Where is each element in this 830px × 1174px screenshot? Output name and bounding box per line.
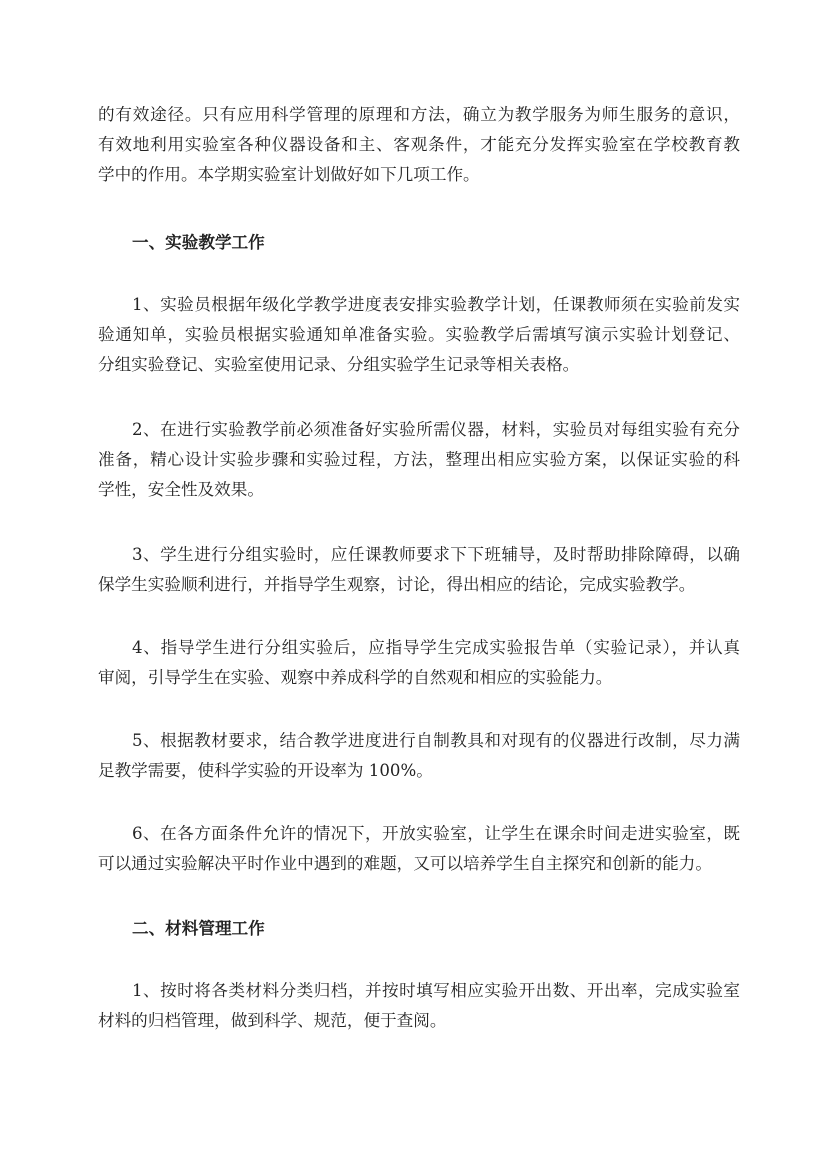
section1-item-5	[98, 726, 740, 786]
section1-item-6	[98, 819, 740, 879]
text-line: 1、实验员根据年级化学教学进度表安排实验教学计划，任课教师须在实验前发实	[132, 295, 740, 314]
text-line: 2、在进行实验教学前必须准备好实验所需仪器，材料，实验员对每组实验有充分	[132, 420, 740, 439]
section1-heading	[98, 227, 740, 257]
text-line: 1、按时将各类材料分类归档，并按时填写相应实验开出数、开出率，完成实验室	[132, 981, 740, 1000]
section1-item-1	[98, 290, 740, 380]
text-line: 学中的作用。本学期实验室计划做好如下几项工作。	[98, 165, 480, 184]
text-line: 审阅，引导学生在实验、观察中养成科学的自然观和相应的实验能力。	[98, 668, 613, 687]
text-line: 学性，安全性及效果。	[98, 480, 264, 499]
text-line: 材料的归档管理，做到科学、规范，便于查阅。	[98, 1011, 447, 1030]
section2-item-1	[98, 976, 740, 1036]
text-line: 5、根据教材要求，结合教学进度进行自制教具和对现有的仪器进行改制，尽力满	[132, 731, 740, 750]
text-line: 可以通过实验解决平时作业中遇到的难题，又可以培养学生自主探究和创新的能力。	[98, 854, 712, 873]
text-line: 的有效途径。只有应用科学管理的原理和方法，确立为教学服务为师生服务的意识，	[98, 105, 740, 124]
text-line: 准备，精心设计实验步骤和实验过程，方法，整理出相应实验方案，以保证实验的科	[98, 450, 740, 469]
section1-item-4	[98, 633, 740, 693]
section1-item-3	[98, 540, 740, 600]
section-heading: 一、实验教学工作	[132, 232, 265, 252]
text-line: 3、学生进行分组实验时，应任课教师要求下下班辅导，及时帮助排除障碍，以确	[132, 545, 740, 564]
text-line: 有效地利用实验室各种仪器设备和主、客观条件，才能充分发挥实验室在学校教育教	[98, 135, 740, 154]
section-heading: 二、材料管理工作	[132, 918, 265, 938]
intro-paragraph	[98, 100, 740, 190]
text-line: 4、指导学生进行分组实验后，应指导学生完成实验报告单（实验记录），并认真	[132, 638, 740, 657]
section1-item-2	[98, 415, 740, 505]
text-line: 足教学需要，使科学实验的开设率为 100%。	[98, 761, 433, 780]
text-line: 6、在各方面条件允许的情况下，开放实验室，让学生在课余时间走进实验室，既	[132, 824, 740, 843]
text-line: 分组实验登记、实验室使用记录、分组实验学生记录等相关表格。	[98, 355, 580, 374]
section2-heading	[98, 913, 740, 943]
text-line: 保学生实验顺利进行，并指导学生观察，讨论，得出相应的结论，完成实验教学。	[98, 575, 696, 594]
text-line: 验通知单，实验员根据实验通知单准备实验。实验教学后需填写演示实验计划登记、	[98, 325, 740, 344]
